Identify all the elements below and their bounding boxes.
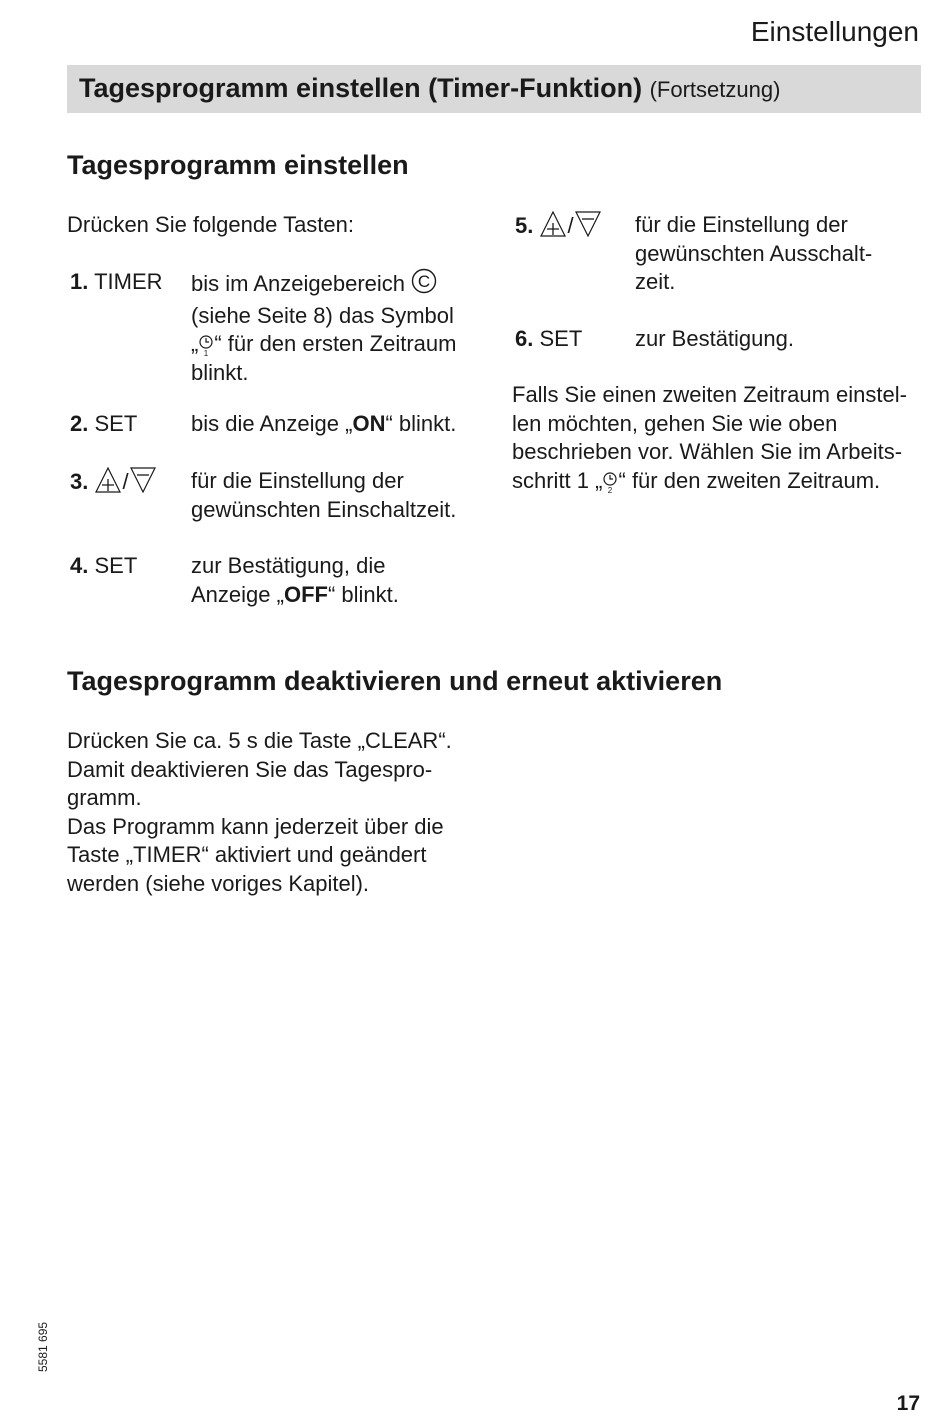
clock-1-icon (198, 333, 214, 357)
svg-text:2: 2 (608, 485, 613, 494)
svg-text:C: C (418, 272, 431, 291)
step-3-desc: für die Einstellung der gewünschten Einschaltzeit. (191, 468, 457, 522)
step-4-desc: zur Bestätigung, die Anzeige „OFF“ blinkt. (191, 553, 399, 607)
heading-set-program: Tagesprogramm einstellen (67, 150, 409, 180)
step-2-desc: bis die Anzeige „ON“ blinkt. (191, 411, 457, 436)
circled-c-icon (411, 268, 437, 302)
deactivate-paragraph: Drücken Sie ca. 5 s die Taste „CLEAR“. Damit deaktivieren Sie das Tagespro- gramm. Das Programm kann jederzeit über die Taste „TIMER“ aktiviert und geändert werden (siehe voriges Kapitel). (67, 728, 452, 896)
plus-key-icon (539, 211, 567, 245)
title-continuation: (Fortsetzung) (649, 77, 781, 102)
step-6-key: 6. SET (515, 326, 583, 351)
step-1-desc: bis im Anzeigebereich C (siehe Seite 8) das Symbol „ 1 “ für den ersten Zeitraum blinkt. (191, 268, 491, 387)
svg-text:1: 1 (204, 349, 209, 357)
minus-key-icon (129, 467, 157, 501)
plus-key-icon (94, 467, 122, 501)
step-2-key: 2. SET (70, 411, 138, 436)
step-1-key: 1. TIMER (70, 269, 163, 294)
step-5-key: 5. / (515, 211, 602, 245)
page-number: 17 (896, 1392, 920, 1415)
step-3-key: 3. / (70, 467, 157, 501)
step-5-desc: für die Einstellung der gewünschten Ausschalt- zeit. (635, 212, 873, 294)
minus-key-icon (574, 211, 602, 245)
step-4-key: 4. SET (70, 553, 138, 578)
page-title-text: Tagesprogramm einstellen (Timer-Funktion) (79, 73, 643, 103)
document-number: 5581 695 (36, 1321, 50, 1372)
note-paragraph: Falls Sie einen zweiten Zeitraum einstel- len möchten, gehen Sie wie oben beschrieben vor. Wählen Sie im Arbeits- schritt 1 „ 2 “ für den zweiten Zeitraum. (512, 382, 907, 494)
section-header: Einstellungen (750, 16, 919, 47)
step-6-desc: zur Bestätigung. (635, 326, 794, 351)
intro-text: Drücken Sie folgende Tasten: (67, 212, 354, 237)
clock-2-icon (602, 470, 618, 494)
heading-deactivate: Tagesprogramm deaktivieren und erneut aktivieren (67, 666, 723, 696)
title-bar (67, 65, 921, 113)
page-title (79, 73, 780, 104)
